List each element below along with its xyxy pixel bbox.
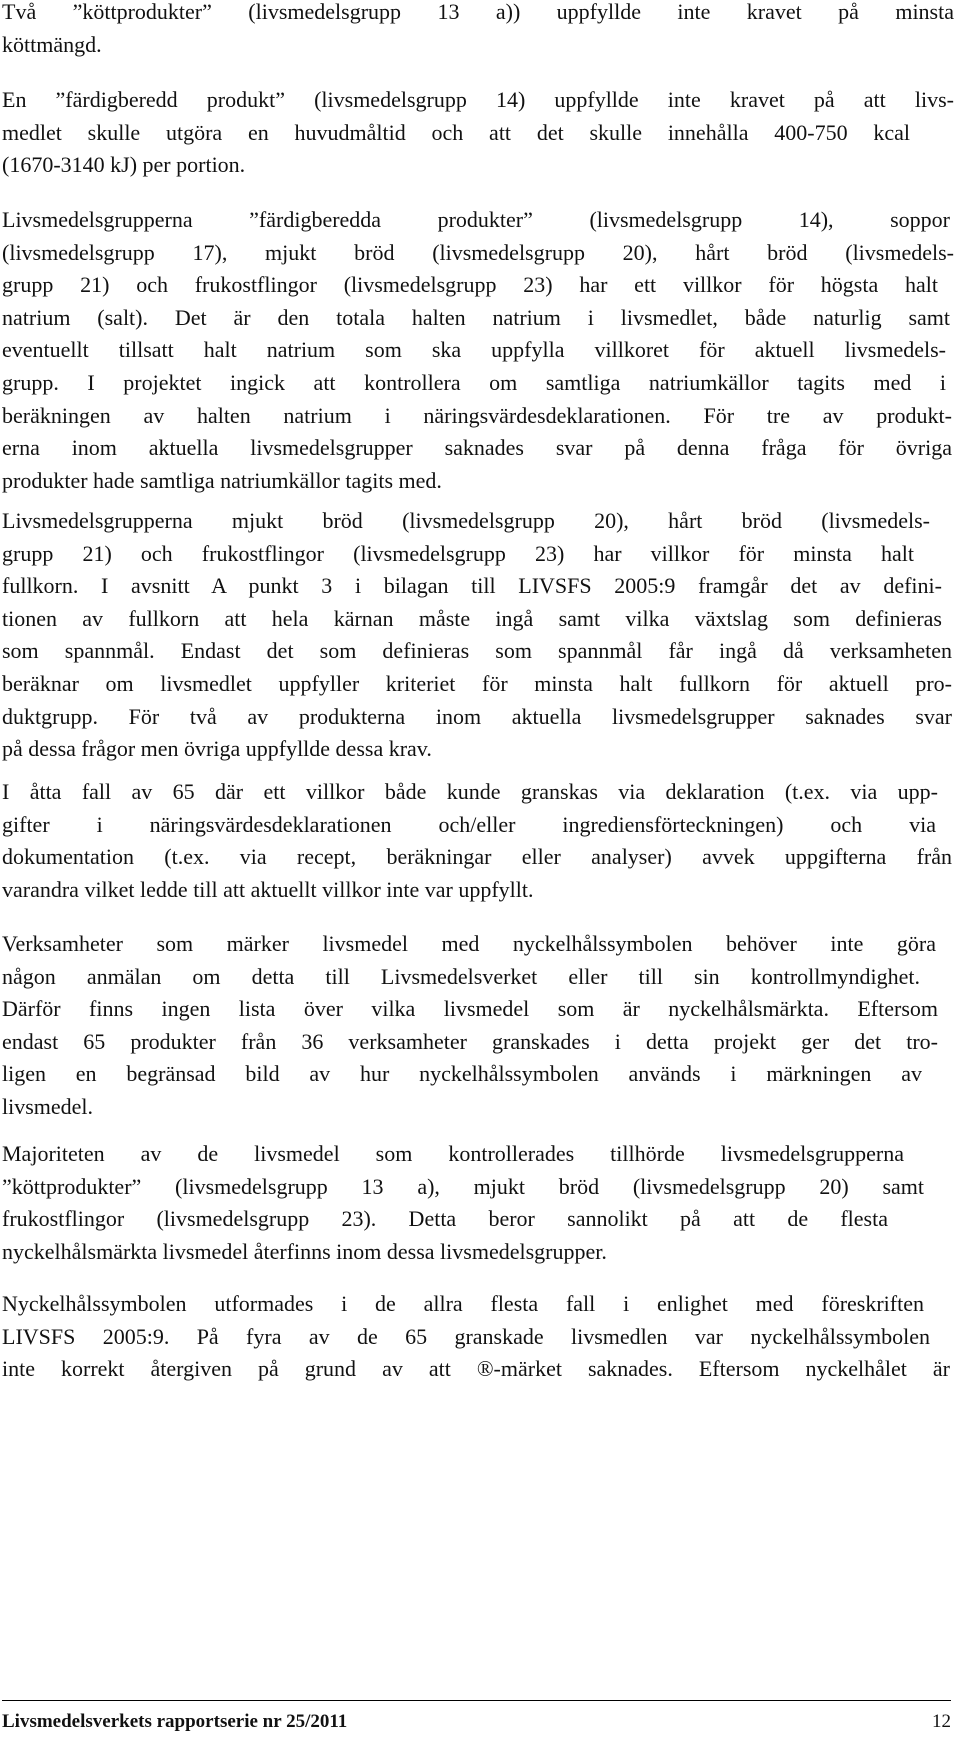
text-line: ”köttprodukter” (livsmedelsgrupp 13 a), mjukt bröd (livsmedelsgrupp 20) samt [2,1173,924,1199]
text-line: I åtta fall av 65 där ett villkor både kunde granskas via deklaration (t.ex. via upp- [2,779,938,804]
paragraph [2,1138,954,1268]
paragraph [2,776,954,906]
text-line: tionen av fullkorn att hela kärnan måste ingå samt vilka växtslag som definieras [2,605,942,631]
report-series: Livsmedelsverkets rapportserie nr 25/2011 [2,1711,348,1732]
text-line: erna inom aktuella livsmedelsgrupper saknades svar på denna fråga för övriga [2,435,952,461]
text-line: Därför finns ingen lista över vilka livsmedel som är nyckelhålsmärkta. Eftersom [2,996,938,1022]
text-line: Majoriteten av de livsmedel som kontrollerades tillhörde livsmedelsgrupperna [2,1141,904,1166]
text-line: (1670-3140 kJ) per portion. [2,152,246,178]
text-line: frukostflingor (livsmedelsgrupp 23). Detta beror sannolikt på att de flesta [2,1206,888,1232]
paragraph [2,505,954,766]
text-line: varandra vilket ledde till att aktuellt villkor inte var uppfyllt. [2,876,534,902]
text-line: köttmängd. [2,31,102,57]
text-line: duktgrupp. För två av produkterna inom aktuella livsmedelsgrupper saknades svar [2,703,952,729]
paragraph [2,928,954,1124]
text-line: endast 65 produkter från 36 verksamheter granskades i detta projekt ger det tro- [2,1028,938,1054]
text-line: livsmedel. [2,1093,94,1119]
text-line: En ”färdigberedd produkt” (livsmedelsgrupp 14) uppfyllde inte kravet på att livs- [2,87,954,112]
text-line: dokumentation (t.ex. via recept, beräkningar eller analyser) avvek uppgifterna från [2,844,952,870]
paragraph [2,84,954,182]
text-line: Två ”köttprodukter” (livsmedelsgrupp 13 a)) uppfyllde inte kravet på minsta [2,0,954,24]
text-line: på dessa frågor men övriga uppfyllde dessa krav. [2,736,432,762]
text-line: fullkorn. I avsnitt A punkt 3 i bilagan till LIVSFS 2005:9 framgår det av defini- [2,573,942,599]
text-line: inte korrekt återgiven på grund av att ®-märket saknades. Eftersom nyckelhålet är [2,1356,950,1382]
paragraph [2,1288,954,1386]
text-line: beräknar om livsmedlet uppfyller kriteriet för minsta halt fullkorn för aktuell pro- [2,670,952,696]
text-line: natrium (salt). Det är den totala halten natrium i livsmedlet, både naturlig samt [2,304,950,330]
text-line: (livsmedelsgrupp 17), mjukt bröd (livsmedelsgrupp 20), hårt bröd (livsmedels- [2,239,954,265]
text-line: medlet skulle utgöra en huvudmåltid och att det skulle innehålla 400-750 kcal [2,119,910,145]
paragraph [2,204,954,497]
text-line: grupp 21) och frukostflingor (livsmedelsgrupp 23) har ett villkor för högsta halt [2,272,938,298]
text-line: någon anmälan om detta till Livsmedelsverket eller till sin kontrollmyndighet. [2,963,920,989]
text-line: ligen en begränsad bild av hur nyckelhålssymbolen används i märkningen av [2,1061,922,1087]
text-line: nyckelhålsmärkta livsmedel återfinns inom dessa livsmedelsgrupper. [2,1238,607,1264]
text-line: eventuellt tillsatt halt natrium som ska uppfylla villkoret för aktuell livsmedels- [2,337,946,363]
text-line: grupp 21) och frukostflingor (livsmedelsgrupp 23) har villkor för minsta halt [2,540,914,566]
paragraph [2,0,954,61]
text-line: Livsmedelsgrupperna mjukt bröd (livsmedelsgrupp 20), hårt bröd (livsmedels- [2,508,930,533]
page-footer [2,1700,951,1733]
text-line: som spannmål. Endast det som definieras som spannmål får ingå då verksamheten [2,638,952,664]
text-line: grupp. I projektet ingick att kontrollera om samtliga natriumkällor tagits med i [2,369,946,395]
text-line: LIVSFS 2005:9. På fyra av de 65 granskade livsmedlen var nyckelhålssymbolen [2,1323,930,1349]
text-line: gifter i näringsvärdesdeklarationen och/eller ingrediensförteckningen) och via [2,811,936,837]
text-line: Verksamheter som märker livsmedel med nyckelhålssymbolen behöver inte göra [2,931,936,956]
text-line: Nyckelhålssymbolen utformades i de allra flesta fall i enlighet med föreskriften [2,1291,924,1316]
text-line: produkter hade samtliga natriumkällor tagits med. [2,467,442,493]
text-line: Livsmedelsgrupperna ”färdigberedda produkter” (livsmedelsgrupp 14), soppor [2,207,950,232]
page-number: 12 [932,1711,951,1732]
text-line: beräkningen av halten natrium i näringsvärdesdeklarationen. För tre av produkt- [2,402,952,428]
